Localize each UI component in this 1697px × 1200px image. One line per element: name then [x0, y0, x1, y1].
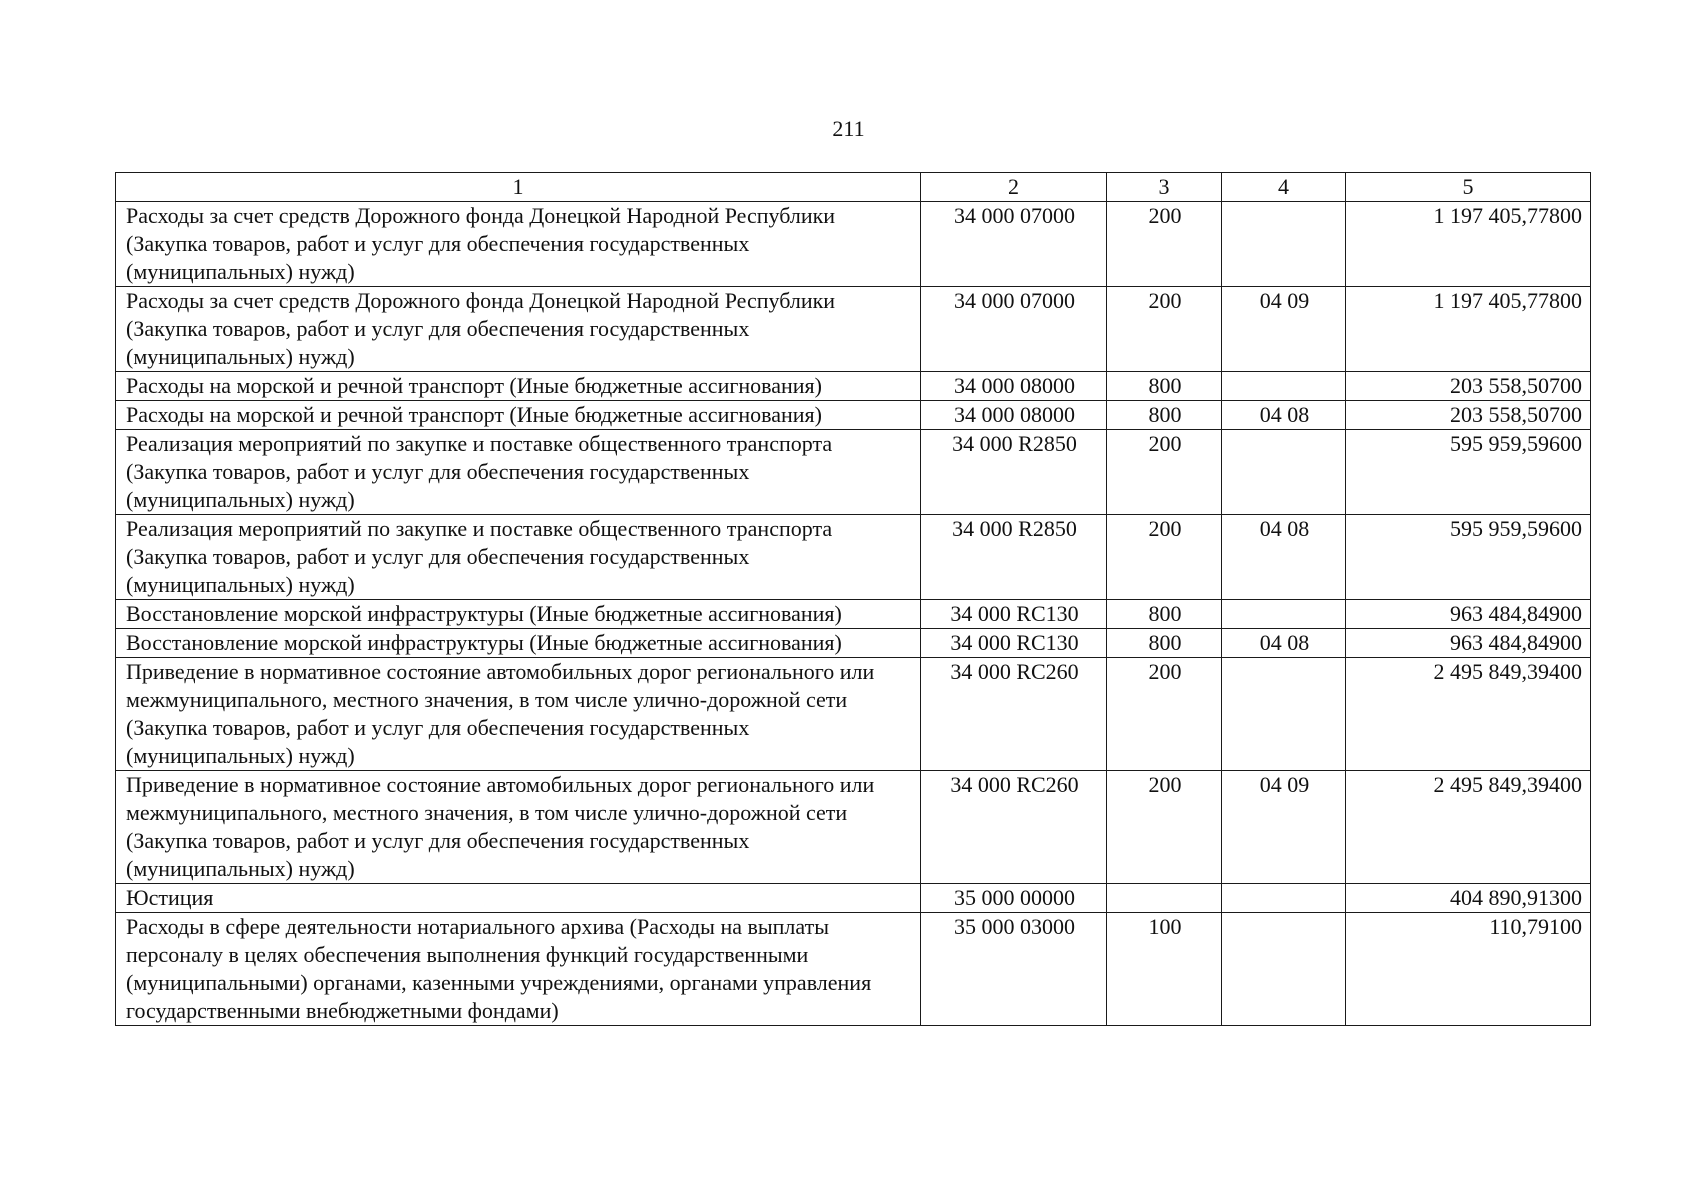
row-name: Восстановление морской инфраструктуры (Иные бюджетные ассигнования)	[116, 600, 921, 629]
row-code: 34 000 08000	[921, 372, 1107, 401]
row-amount: 595 959,59600	[1346, 515, 1591, 600]
row-amount: 110,79100	[1346, 913, 1591, 1026]
row-code: 34 000 08000	[921, 401, 1107, 430]
row-name: Восстановление морской инфраструктуры (Иные бюджетные ассигнования)	[116, 629, 921, 658]
page-number: 211	[832, 116, 865, 141]
row-name: Расходы на морской и речной транспорт (Иные бюджетные ассигнования)	[116, 372, 921, 401]
row-code: 34 000 R2850	[921, 430, 1107, 515]
row-code: 35 000 03000	[921, 913, 1107, 1026]
row-section: 04 09	[1222, 771, 1346, 884]
row-amount: 1 197 405,77800	[1346, 202, 1591, 287]
row-section	[1222, 884, 1346, 913]
row-section: 04 09	[1222, 287, 1346, 372]
row-section: 04 08	[1222, 629, 1346, 658]
row-name: Приведение в нормативное состояние автомобильных дорог регионального или межмуниципального, местного значения, в том числе улично-дорожной сети (Закупка товаров, работ и услуг для обеспечения государственных (муниципальных) нужд)	[116, 658, 921, 771]
table-row	[116, 771, 1591, 884]
row-expense-type	[1107, 884, 1222, 913]
table-row	[116, 629, 1591, 658]
row-section: 04 08	[1222, 515, 1346, 600]
row-code: 34 000 RC260	[921, 771, 1107, 884]
row-code: 34 000 RC130	[921, 600, 1107, 629]
table-row	[116, 658, 1591, 771]
row-name: Расходы на морской и речной транспорт (Иные бюджетные ассигнования)	[116, 401, 921, 430]
row-amount: 595 959,59600	[1346, 430, 1591, 515]
row-code: 34 000 RC130	[921, 629, 1107, 658]
row-name: Реализация мероприятий по закупке и поставке общественного транспорта (Закупка товаров, работ и услуг для обеспечения государственных (муниципальных) нужд)	[116, 430, 921, 515]
row-expense-type: 800	[1107, 600, 1222, 629]
budget-table	[115, 172, 1591, 1026]
column-header-5: 5	[1346, 173, 1591, 202]
table-row	[116, 884, 1591, 913]
row-amount: 963 484,84900	[1346, 600, 1591, 629]
column-header-4: 4	[1222, 173, 1346, 202]
table-row	[116, 600, 1591, 629]
row-name: Расходы за счет средств Дорожного фонда Донецкой Народной Республики (Закупка товаров, работ и услуг для обеспечения государственных (муниципальных) нужд)	[116, 287, 921, 372]
row-name: Реализация мероприятий по закупке и поставке общественного транспорта (Закупка товаров, работ и услуг для обеспечения государственных (муниципальных) нужд)	[116, 515, 921, 600]
row-code: 34 000 R2850	[921, 515, 1107, 600]
row-code: 34 000 07000	[921, 287, 1107, 372]
row-name: Расходы за счет средств Дорожного фонда Донецкой Народной Республики (Закупка товаров, работ и услуг для обеспечения государственных (муниципальных) нужд)	[116, 202, 921, 287]
table-header-row	[116, 173, 1591, 202]
row-amount: 404 890,91300	[1346, 884, 1591, 913]
table-row	[116, 430, 1591, 515]
row-amount: 963 484,84900	[1346, 629, 1591, 658]
row-name: Расходы в сфере деятельности нотариального архива (Расходы на выплаты персоналу в целях обеспечения выполнения функций государственными (муниципальными) органами, казенными учреждениями, органами управления государственными внебюджетными фондами)	[116, 913, 921, 1026]
row-section	[1222, 658, 1346, 771]
row-expense-type: 800	[1107, 372, 1222, 401]
row-expense-type: 200	[1107, 202, 1222, 287]
row-section	[1222, 913, 1346, 1026]
row-code: 35 000 00000	[921, 884, 1107, 913]
row-expense-type: 200	[1107, 658, 1222, 771]
column-header-2: 2	[921, 173, 1107, 202]
row-expense-type: 200	[1107, 771, 1222, 884]
row-section: 04 08	[1222, 401, 1346, 430]
row-section	[1222, 430, 1346, 515]
row-expense-type: 100	[1107, 913, 1222, 1026]
row-expense-type: 800	[1107, 401, 1222, 430]
row-expense-type: 800	[1107, 629, 1222, 658]
table-row	[116, 515, 1591, 600]
row-section	[1222, 372, 1346, 401]
row-amount: 2 495 849,39400	[1346, 771, 1591, 884]
column-header-1: 1	[116, 173, 921, 202]
table-row	[116, 913, 1591, 1026]
table-row	[116, 401, 1591, 430]
row-section	[1222, 202, 1346, 287]
row-code: 34 000 RC260	[921, 658, 1107, 771]
row-section	[1222, 600, 1346, 629]
row-amount: 1 197 405,77800	[1346, 287, 1591, 372]
row-expense-type: 200	[1107, 430, 1222, 515]
row-expense-type: 200	[1107, 287, 1222, 372]
table-row	[116, 372, 1591, 401]
row-code: 34 000 07000	[921, 202, 1107, 287]
table-row	[116, 202, 1591, 287]
row-name: Юстиция	[116, 884, 921, 913]
table-row	[116, 287, 1591, 372]
row-name: Приведение в нормативное состояние автомобильных дорог регионального или межмуниципального, местного значения, в том числе улично-дорожной сети (Закупка товаров, работ и услуг для обеспечения государственных (муниципальных) нужд)	[116, 771, 921, 884]
row-expense-type: 200	[1107, 515, 1222, 600]
column-header-3: 3	[1107, 173, 1222, 202]
row-amount: 203 558,50700	[1346, 401, 1591, 430]
row-amount: 2 495 849,39400	[1346, 658, 1591, 771]
row-amount: 203 558,50700	[1346, 372, 1591, 401]
